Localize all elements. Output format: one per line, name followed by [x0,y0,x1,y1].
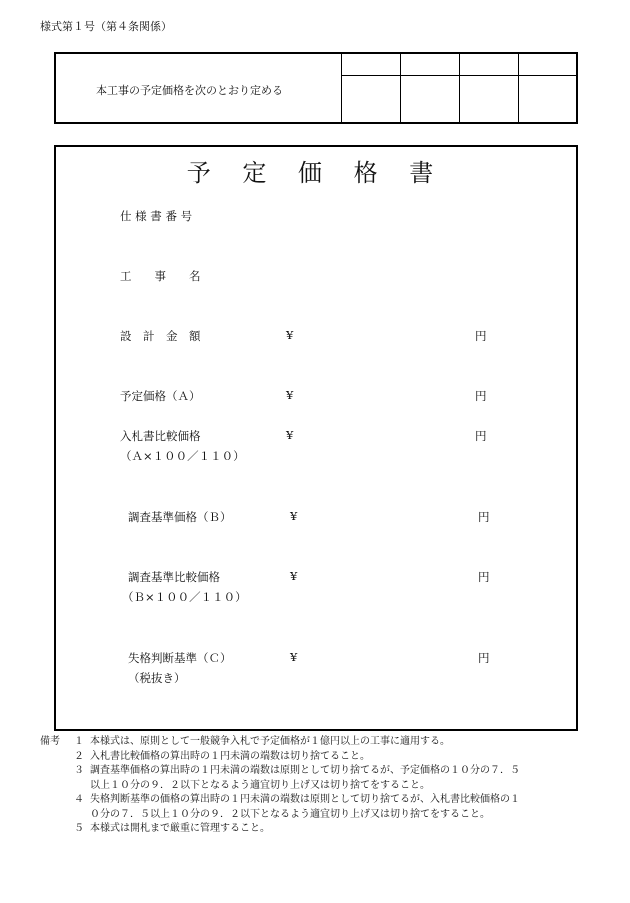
note-item [40,822,610,837]
approval-stamp-box [54,52,578,124]
yen-symbol: ¥ [290,509,298,523]
note-number: ３ [74,765,84,776]
note-text: 本様式は開札まで厳重に管理すること。 [90,823,270,834]
label-bid-comparison-price: 入札書比較価格 [120,429,201,443]
notes-section [40,735,610,837]
seal-column-1[interactable] [341,54,400,122]
label-design-amount: 設 計 金 額 [120,329,201,343]
seal-column-2[interactable] [400,54,459,122]
yen-symbol: ¥ [290,650,298,664]
label-survey-base-price: 調査基準価格（Ｂ） [128,510,232,524]
notes-heading: 備考 [40,736,60,747]
yen-unit: 円 [475,429,487,443]
label-tax-excluded: （税抜き） [128,671,186,685]
note-number: １ [74,736,84,747]
note-text: 入札書比較価格の算出時の１円未満の端数は切り捨てること。 [90,750,370,762]
yen-unit: 円 [478,510,490,524]
form-number: 様式第１号（第４条関係） [40,20,172,33]
label-project-name: 工 事 名 [120,269,201,283]
note-text: 本様式は、原則として一般競争入札で予定価格が１億円以上の工事に適用する。 [90,736,450,747]
note-item [40,750,610,765]
label-survey-comparison-formula: （Ｂ×１００／１１０） [122,590,247,604]
yen-symbol: ¥ [290,569,298,583]
yen-symbol: ¥ [286,328,294,342]
note-number: ２ [74,750,84,762]
label-planned-price: 予定価格（Ａ） [120,389,201,403]
label-survey-comparison-price: 調査基準比較価格 [128,570,220,584]
label-bid-comparison-formula: （Ａ×１００／１１０） [120,449,245,463]
seal-column-3[interactable] [459,54,518,122]
note-item [40,735,610,750]
price-document-frame [54,145,578,731]
note-item [40,764,610,793]
note-text: 失格判断基準の価格の算出時の１円未満の端数は原則として切り捨てるが、入札書比較価格の１ ０分の７．５以上１０分の９．２以下となるよう適宜切り上げ又は切り捨てをすること。 [90,794,520,820]
yen-symbol: ¥ [286,388,294,402]
yen-unit: 円 [475,329,487,343]
yen-unit: 円 [478,570,490,584]
approval-text: 本工事の予定価格を次のとおり定める [96,84,283,97]
note-number: ４ [74,794,84,805]
yen-unit: 円 [475,389,487,403]
label-disqualification-standard: 失格判断基準（Ｃ） [128,651,232,665]
note-item [40,793,610,822]
seal-column-4[interactable] [518,54,577,122]
note-number: ５ [74,823,84,834]
document-title: 予 定 価 格 書 [186,159,446,187]
note-text: 調査基準価格の算出時の１円未満の端数は原則として切り捨てるが、予定価格の１０分の７．５ 以上１０分の９．２以下となるよう適宜切り上げ又は切り捨てをすること。 [90,765,520,791]
yen-unit: 円 [478,651,490,665]
label-spec-number: 仕 様 書 番 号 [120,209,193,223]
yen-symbol: ¥ [286,428,294,442]
